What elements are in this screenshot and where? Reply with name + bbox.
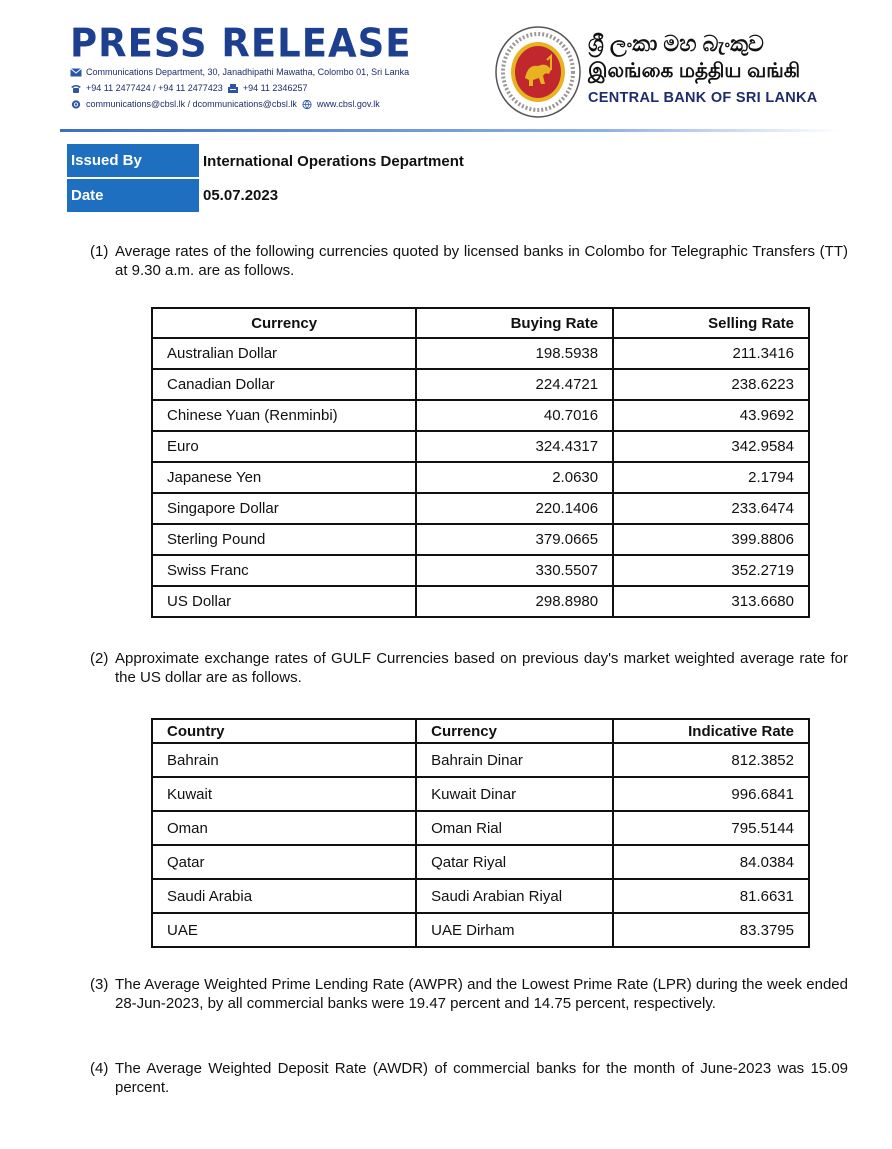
issued-by-row (67, 144, 468, 178)
bank-name-tamil: இலங்கை மத்திய வங்கி (588, 60, 801, 82)
table-cell: Chinese Yuan (Renminbi) (152, 400, 416, 431)
tt-header-row (152, 308, 809, 338)
header-divider (60, 129, 840, 132)
release-meta-table (67, 144, 468, 214)
column-header: Buying Rate (416, 308, 613, 338)
date-value: 05.07.2023 (203, 187, 279, 204)
fax-icon (227, 84, 239, 93)
gulf-table-row (152, 743, 809, 777)
paragraph-3-number: (3) (90, 976, 109, 993)
globe-icon (301, 100, 313, 109)
table-cell: US Dollar (152, 586, 416, 617)
paragraph-1 (90, 242, 848, 280)
table-cell: 211.3416 (613, 338, 809, 369)
table-cell: 198.5938 (416, 338, 613, 369)
gulf-table-row (152, 811, 809, 845)
email-text[interactable]: communications@cbsl.lk / dcommunications@cbsl.lk (86, 99, 297, 109)
bank-name-english: CENTRAL BANK OF SRI LANKA (588, 90, 818, 106)
table-cell: 352.2719 (613, 555, 809, 586)
table-cell: Canadian Dollar (152, 369, 416, 400)
tt-table-row (152, 369, 809, 400)
tt-rates-table (151, 307, 810, 618)
tt-table-row (152, 400, 809, 431)
table-cell: 342.9584 (613, 431, 809, 462)
table-cell: 40.7016 (416, 400, 613, 431)
address-text: Communications Department, 30, Janadhipathi Mawatha, Colombo 01, Sri Lanka (86, 67, 410, 77)
tt-table-body (152, 338, 809, 617)
table-cell: Australian Dollar (152, 338, 416, 369)
table-cell: Bahrain Dinar (416, 743, 613, 777)
paragraph-4 (90, 1059, 848, 1097)
table-cell: 43.9692 (613, 400, 809, 431)
column-header: Country (152, 719, 416, 743)
table-cell: 224.4721 (416, 369, 613, 400)
paragraph-2-text: Approximate exchange rates of GULF Currencies based on previous day's market weighted average rate for the US dollar are as follows. (115, 650, 848, 686)
paragraph-2 (90, 649, 848, 687)
website-text[interactable]: www.cbsl.gov.lk (316, 99, 380, 109)
gulf-header-row (152, 719, 809, 743)
table-cell: Kuwait Dinar (416, 777, 613, 811)
press-release-title: PRESS RELEASE (70, 20, 412, 67)
table-cell: 233.6474 (613, 493, 809, 524)
table-cell: Bahrain (152, 743, 416, 777)
letterhead (0, 0, 892, 140)
table-cell: Kuwait (152, 777, 416, 811)
gulf-table-row (152, 913, 809, 947)
table-cell: 379.0665 (416, 524, 613, 555)
issued-by-label: Issued By (67, 144, 199, 178)
column-header: Currency (152, 308, 416, 338)
table-cell: Japanese Yen (152, 462, 416, 493)
tt-table-row (152, 338, 809, 369)
table-cell: Oman (152, 811, 416, 845)
phone-line (70, 83, 307, 93)
paragraph-4-text: The Average Weighted Deposit Rate (AWDR) of commercial banks for the month of June-2023 was 15.09 percent. (115, 1060, 848, 1096)
central-bank-seal-icon (495, 26, 581, 118)
paragraph-3-text: The Average Weighted Prime Lending Rate (AWPR) and the Lowest Prime Rate (LPR) during the week ended 28-Jun-2023, by all commercial banks were 19.47 percent and 14.75 percent, respectively. (115, 976, 848, 1012)
date-row (67, 178, 468, 213)
table-cell: Swiss Franc (152, 555, 416, 586)
table-cell: UAE Dirham (416, 913, 613, 947)
table-cell: Saudi Arabia (152, 879, 416, 913)
fax-text: +94 11 2346257 (242, 83, 308, 93)
paragraph-2-number: (2) (90, 650, 109, 667)
table-cell: 298.8980 (416, 586, 613, 617)
table-cell: Qatar (152, 845, 416, 879)
column-header: Indicative Rate (613, 719, 809, 743)
bank-name-block (588, 30, 818, 106)
gulf-table-row (152, 845, 809, 879)
table-cell: 2.1794 (613, 462, 809, 493)
column-header: Selling Rate (613, 308, 809, 338)
table-cell: Sterling Pound (152, 524, 416, 555)
at-icon (70, 100, 82, 109)
tt-table-row (152, 431, 809, 462)
paragraph-1-text: Average rates of the following currencies quoted by licensed banks in Colombo for Telegraphic Transfers (TT) at 9.30 a.m. are as follows. (115, 243, 848, 279)
table-cell: 324.4317 (416, 431, 613, 462)
table-cell: 399.8806 (613, 524, 809, 555)
table-cell: Singapore Dollar (152, 493, 416, 524)
tt-table-row (152, 524, 809, 555)
tt-table-row (152, 493, 809, 524)
table-cell: 238.6223 (613, 369, 809, 400)
table-cell: 220.1406 (416, 493, 613, 524)
address-line (70, 67, 409, 77)
column-header: Currency (416, 719, 613, 743)
table-cell: 81.6631 (613, 879, 809, 913)
table-cell: Saudi Arabian Riyal (416, 879, 613, 913)
table-cell: Euro (152, 431, 416, 462)
paragraph-3 (90, 975, 848, 1013)
table-cell: 795.5144 (613, 811, 809, 845)
date-label: Date (67, 178, 199, 213)
table-cell: UAE (152, 913, 416, 947)
gulf-table-row (152, 879, 809, 913)
issued-by-value: International Operations Department (203, 152, 464, 170)
table-cell: 2.0630 (416, 462, 613, 493)
gulf-rates-table (151, 718, 810, 948)
table-cell: Oman Rial (416, 811, 613, 845)
paragraph-1-number: (1) (90, 243, 109, 260)
tt-table-row (152, 462, 809, 493)
table-cell: Qatar Riyal (416, 845, 613, 879)
gulf-table-row (152, 777, 809, 811)
table-cell: 313.6680 (613, 586, 809, 617)
phone-text: +94 11 2477424 / +94 11 2477423 (86, 83, 223, 93)
gulf-table-body (152, 743, 809, 947)
phone-icon (70, 84, 82, 93)
bank-name-sinhala: ශ්‍රී ලංකා මහ බැංකුව (588, 31, 764, 56)
table-cell: 84.0384 (613, 845, 809, 879)
table-cell: 330.5507 (416, 555, 613, 586)
tt-table-row (152, 555, 809, 586)
table-cell: 83.3795 (613, 913, 809, 947)
tt-table-row (152, 586, 809, 617)
table-cell: 996.6841 (613, 777, 809, 811)
email-line (70, 99, 380, 109)
table-cell: 812.3852 (613, 743, 809, 777)
paragraph-4-number: (4) (90, 1060, 109, 1077)
envelope-icon (70, 68, 82, 77)
